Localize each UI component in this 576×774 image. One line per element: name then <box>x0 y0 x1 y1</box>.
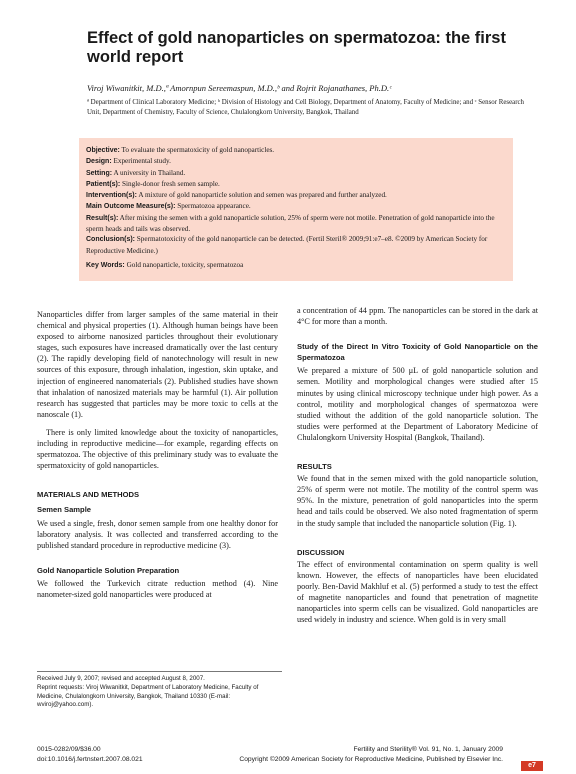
subheading-gold-preparation: Gold Nanoparticle Solution Preparation <box>37 565 180 575</box>
footer-issn: 0015-0282/09/$36.00 <box>37 746 101 753</box>
subheading-toxicity-study: Study of the Direct In Vitro Toxicity of Gold Nanoparticle on the Spermatozoa <box>297 342 538 363</box>
section-heading-discussion: DISCUSSION <box>297 547 345 557</box>
affiliations: ª Department of Clinical Laboratory Medicine; ᵇ Division of Histology and Cell Biology, Department of Anatomy, Faculty of Medicine; and ᶜ Sensor Research Unit, Department of Chemistry, Faculty of Science, Chulalongkorn University, Bangkok, Thailand <box>87 99 525 116</box>
abstract-box <box>79 138 513 281</box>
receipt-notes <box>37 671 282 710</box>
abstract-patients: Patient(s): Single-donor fresh semen sample. <box>86 179 220 188</box>
methods-paragraph-gold: We followed the Turkevich citrate reduction method (4). Nine nanometer-sized gold nanoparticles were produced at <box>37 578 278 599</box>
abstract-outcome: Main Outcome Measure(s): Spermatozoa appearance. <box>86 202 251 211</box>
methods-paragraph-toxicity: We prepared a mixture of 500 μL of gold nanoparticle solution and semen. Motility and morphological changes were studied after 15 minutes by using clinical microscopy technique under high power. As a control, motility and morphological changes of spermatozoa were studied without the addition of the gold nanoparticle solution. The studies were performed at the Department of Laboratory Medicine of Chulalongkorn University Hospital (Bangkok, Thailand). <box>297 366 538 442</box>
received-dates: Received July 9, 2007; revised and accepted August 8, 2007. <box>37 675 205 682</box>
subheading-semen-sample: Semen Sample <box>37 505 92 515</box>
intro-paragraph-2: There is only limited knowledge about the toxicity of nanoparticles, including in reproductive medicine—for example, regarding effects on spermatozoa. The objective of this preliminary study was to evaluate the spermatoxicity of gold nanoparticles. <box>37 427 278 471</box>
footer-copyright: Copyright ©2009 American Society for Reproductive Medicine, Published by Elsevier Inc. <box>239 755 503 763</box>
author-list: Viroj Wiwanitkit, M.D.,ª Amornpun Sereemaspun, M.D.,ᵇ and Rojrit Rojanathanes, Ph.D.ᶜ <box>87 83 392 93</box>
page-number-badge: e7 <box>521 761 543 771</box>
article-title: Effect of gold nanoparticles on spermatozoa: the first world report <box>87 29 506 66</box>
section-heading-methods: MATERIALS AND METHODS <box>37 490 140 500</box>
discussion-paragraph: The effect of environmental contamination on sperm quality is well known. However, the effects of nanoparticles have been elucidated poorly. Ben-David Makhluf et al. (5) performed a study to test the effect of magnetite nanoparticles and found that penetration of magnetite nanoparticles into sperm cells can be visualized. Gold nanoparticles are used widely in industry and science. When gold is in very small <box>297 559 538 625</box>
footer-doi: doi:10.1016/j.fertnstert.2007.08.021 <box>37 755 143 763</box>
abstract-conclusions: Conclusion(s): Spermatotoxicity of the gold nanoparticle can be detected. (Fertil Steril® 2009;91:e7–e8. ©2009 by American Society for Reproductive Medicine.) <box>86 235 488 255</box>
methods-paragraph-semen: We used a single, fresh, donor semen sample from one healthy donor for laboratory analysis. It was collected and transferred according to the published standard procedure in reproductive medicine (3). <box>37 518 278 550</box>
results-paragraph: We found that in the semen mixed with the gold nanoparticle solution, 25% of sperm were not motile. The motility of the control sperm was 95%. In the mixture, penetration of gold nanoparticles into the sperm head and tails could be observed. We also noted fragmentation of sperm in the study sample that included the nanoparticle solution (Fig. 1). <box>297 474 538 528</box>
reprint-requests: Reprint requests: Viroj Wiwanitkit, Department of Laboratory Medicine, Faculty of Medicine, Chulalongkorn University, Bangkok, Thailand 10330 (E-mail: wviroj@yahoo.com). <box>37 683 259 709</box>
abstract-results: Result(s): After mixing the semen with a gold nanoparticle solution, 25% of sperm were not motile. Penetration of gold nanoparticle into the sperm heads and tails was observed. <box>86 213 495 234</box>
intro-paragraph-1: Nanoparticles differ from larger samples of the same material in their chemical and physical properties (1). Although human beings have been exposed to airborne nanosized particles throughout their evolutionary stages, such exposures have increased dramatically over the last century (2). The rapidly developing field of nanotechnology will result in new sources of this exposure, through inhalation, ingestion, skin uptake, and injection of engineered nanomaterials (2). Published studies have shown that inhalation of nanosized materials may be harmful (1). Air pollution research has suggested that particles may be more toxic to cells at the nanoscale (1). <box>37 310 278 419</box>
abstract-keywords: Key Words: Gold nanoparticle, toxicity, spermatozoa <box>86 260 244 269</box>
footer-journal: Fertility and Sterility® Vol. 91, No. 1, January 2009 <box>353 746 503 753</box>
section-heading-results: RESULTS <box>297 462 332 472</box>
left-column <box>37 309 278 607</box>
abstract-objective: Objective: To evaluate the spermatoxicity of gold nanoparticles. <box>86 146 275 154</box>
methods-paragraph-gold-cont: a concentration of 44 ppm. The nanoparticles can be stored in the dark at 4°C for more than a month. <box>297 306 538 327</box>
abstract-interventions: Intervention(s): A mixture of gold nanoparticle solution and semen was prepared and further analyzed. <box>86 191 387 200</box>
abstract-design: Design: Experimental study. <box>86 157 171 166</box>
right-column <box>297 305 538 632</box>
abstract-setting: Setting: A university in Thailand. <box>86 168 186 177</box>
